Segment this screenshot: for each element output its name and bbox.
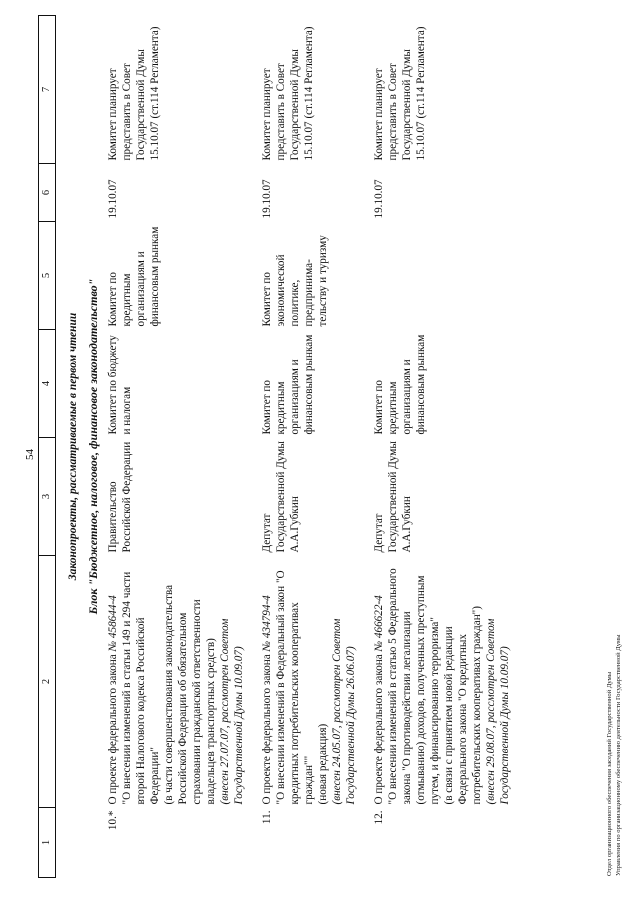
bill-title: "О внесении изменений в статьи 149 и 294 части второй Налогового кодекса Российской Федерации" [121,571,161,805]
initiator: Правительство Российской Федерации [107,441,133,553]
row-number: 11. [261,810,273,825]
column-number: 3 [39,438,56,556]
footer [606,634,623,876]
bill-description [260,556,372,808]
table-row [260,16,372,878]
bill-history: (внесен 27.07.07, рассмотрен Советом Государственной Думы 10.09.07) [219,618,245,805]
bill-number: № 466622-4 [373,595,385,652]
column-number: 6 [39,164,56,222]
block-heading-row [82,16,106,878]
review-date: 19.10.07 [107,179,119,219]
co-committee [372,222,526,330]
bill-description [106,556,260,808]
page-number: 54 [24,449,36,460]
column-numbers-row [39,16,56,878]
bills-table [38,15,526,878]
section-heading-row [56,16,83,878]
review-date: 19.10.07 [261,179,273,219]
remark: Комитет планирует представить в Совет Государственной Думы 15.10.07 (ст.114 Регламента) [373,26,427,161]
block-title: Блок "Бюджетное, налоговое, финансовое законодательство" [86,278,100,615]
bill-title: "О внесении изменений в Федеральный закон "О кредитных потребительских кооперативах граждан"" [275,570,315,805]
footer-line: Управления по организационному обеспечению деятельности Государственной Думы [614,634,622,876]
bill-history: (внесен 29.08.07, рассмотрен Советом Государственной Думы 10.09.07) [485,618,511,805]
responsible-committee: Комитет по бюджету и налогам [107,335,133,435]
responsible-committee: Комитет по кредитным организациям и финансовым рынкам [261,334,315,435]
column-number: 5 [39,222,56,330]
review-date: 19.10.07 [373,179,385,219]
co-committee: Комитет по экономической политике, предпринима-тельству и туризму [261,235,329,327]
bill-note: (новая редакция) [317,723,329,805]
table-row [372,16,526,878]
bill-intro: О проекте федерального закона [107,654,119,805]
initiator: Депутат Государственной Думы А.А.Губкин [261,441,301,553]
column-number: 4 [39,330,56,438]
co-committee: Комитет по кредитным организациям и финансовым рынкам [107,226,161,327]
bill-history: (внесен 24.05.07, рассмотрен Советом Государственной Думы 26.06.07) [331,618,357,805]
responsible-committee: Комитет по кредитным организациям и финансовым рынкам [373,334,427,435]
bill-number: № 458644-4 [107,595,119,652]
bill-description [372,556,526,808]
initiator: Депутат Государственной Думы А.А.Губкин [373,441,413,553]
remark: Комитет планирует представить в Совет Государственной Думы 15.10.07 (ст.114 Регламента) [107,26,161,161]
bill-number: № 434794-4 [261,595,273,652]
bill-note: (в части совершенствования законодательства Российской Федерации об обязательном страховании гражданской ответственности владельцев транспортных средств) [163,584,217,805]
bill-intro: О проекте федерального закона [373,654,385,805]
row-number: 10.* [107,810,119,831]
remark: Комитет планирует представить в Совет Государственной Думы 15.10.07 (ст.114 Регламента) [261,26,315,161]
bill-note: (в связи с принятием новой редакции Федерального закона "О кредитных потребительских кооперативах граждан") [443,606,483,805]
row-number: 12. [373,810,385,825]
column-number: 2 [39,556,56,808]
table-row [106,16,260,878]
footer-line: Отдел организационного обеспечения заседаний Государственной Думы [606,671,613,876]
section-title: Законопроекты, рассматриваемые в первом чтении [67,312,79,581]
bill-intro: О проекте федерального закона [261,654,273,805]
bill-title: "О внесении изменений в статью 5 Федерального закона "О противодействии легализации (отмыванию) доходов, полученных преступным путем, и финансированию терроризма" [387,568,441,805]
column-number: 7 [39,16,56,164]
column-number: 1 [39,808,56,878]
